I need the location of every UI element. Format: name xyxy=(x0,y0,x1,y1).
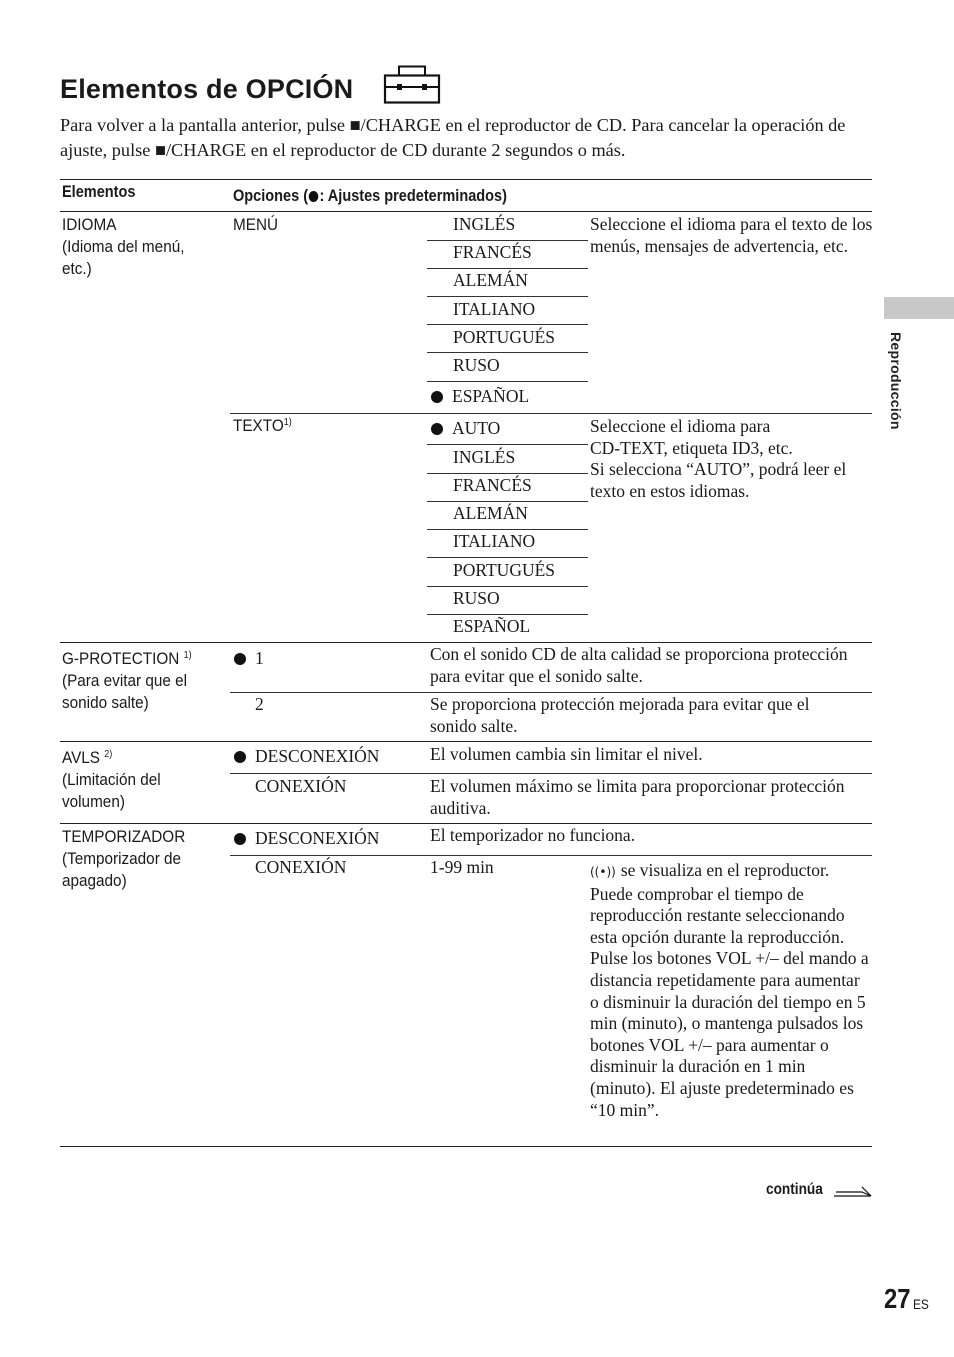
menu-option: RUSO xyxy=(453,355,500,375)
toolbox-icon xyxy=(383,65,441,105)
timer-desc2 xyxy=(590,860,872,1121)
avls-desc1: El volumen cambia sin limitar el nivel. xyxy=(430,744,703,764)
timer-option-default xyxy=(234,828,379,849)
default-dot-icon xyxy=(234,833,246,845)
avls-option-label: DESCONEXIÓN xyxy=(255,746,380,766)
footnote-ref: 1) xyxy=(283,417,292,428)
intro-paragraph: Para volver a la pantalla anterior, pulse ■/CHARGE en el reproductor de CD. Para cancelar la operación de ajuste, pulse ■/CHARGE en el reproductor de CD durante 2 segundos o más. xyxy=(60,115,846,160)
item-avls xyxy=(62,744,161,813)
header-options-post: : Ajustes predeterminados) xyxy=(319,187,507,205)
texto-option: PORTUGUÉS xyxy=(453,560,556,580)
row-divider xyxy=(230,692,872,693)
section-tab-marker xyxy=(884,297,954,319)
row-divider xyxy=(427,352,588,353)
item-gprotection xyxy=(62,645,192,714)
gprot-option: 2 xyxy=(255,694,264,714)
page-language-suffix: ES xyxy=(913,1296,929,1312)
texto-option: RUSO xyxy=(453,588,500,608)
idioma-label: IDIOMA xyxy=(62,215,117,234)
item-idioma xyxy=(62,214,184,280)
default-dot-icon xyxy=(234,653,246,665)
default-dot-icon xyxy=(234,751,246,763)
gprot-sub1: (Para evitar que el xyxy=(62,671,188,690)
avls-option: CONEXIÓN xyxy=(255,776,347,796)
continues-label: continúa xyxy=(766,1181,823,1198)
idioma-sub2: etc.) xyxy=(62,259,92,278)
row-divider xyxy=(60,823,872,824)
timer-range: 1-99 min xyxy=(430,857,494,877)
avls-sub1: (Limitación del xyxy=(62,770,161,789)
default-dot-icon xyxy=(431,423,443,435)
texto-desc-line: CD-TEXT, etiqueta ID3, etc. xyxy=(590,437,793,458)
item-temporizador xyxy=(62,826,185,892)
header-items: Elementos xyxy=(62,183,136,201)
sleep-timer-icon: ((•)) xyxy=(590,865,616,879)
gprot-label-text: G-PROTECTION xyxy=(62,649,180,668)
texto-option: ESPAÑOL xyxy=(453,616,531,636)
texto-option-label: AUTO xyxy=(452,418,501,438)
row-divider xyxy=(230,413,872,414)
menu-option: ALEMÁN xyxy=(453,270,528,290)
avls-label xyxy=(62,744,161,769)
menu-option: FRANCÉS xyxy=(453,242,532,262)
section-tab-label: Reproducción xyxy=(888,332,904,430)
row-divider xyxy=(427,324,588,325)
timer-sub2: apagado) xyxy=(62,871,127,890)
texto-description xyxy=(590,416,875,502)
default-dot-icon xyxy=(309,191,319,202)
row-divider xyxy=(427,557,588,558)
texto-option: ALEMÁN xyxy=(453,503,528,523)
row-divider xyxy=(60,642,872,643)
gprot-desc1: Con el sonido CD de alta calidad se proporciona protección para evitar que el sonido salte. xyxy=(430,644,848,686)
row-divider xyxy=(427,381,588,382)
gprot-option-default xyxy=(234,648,264,669)
menu-option: PORTUGUÉS xyxy=(453,327,556,347)
footnote-ref: 1) xyxy=(183,650,192,661)
page-title: Elementos de OPCIÓN xyxy=(60,74,354,104)
texto-label xyxy=(233,416,292,436)
row-divider xyxy=(427,444,588,445)
gprot-desc2: Se proporciona protección mejorada para evitar que el sonido salte. xyxy=(430,694,810,736)
timer-sub1: (Temporizador de xyxy=(62,849,182,868)
avls-sub2: volumen) xyxy=(62,792,125,811)
avls-option-default xyxy=(234,746,379,767)
row-divider xyxy=(230,773,872,774)
header-options-pre: Opciones ( xyxy=(233,187,309,205)
row-divider xyxy=(427,529,588,530)
timer-option-label: DESCONEXIÓN xyxy=(255,828,380,848)
row-divider xyxy=(427,501,588,502)
gprot-option-label: 1 xyxy=(255,648,264,668)
timer-label: TEMPORIZADOR xyxy=(62,827,186,846)
avls-label-text: AVLS xyxy=(62,748,100,767)
header-bottom-rule xyxy=(60,211,872,212)
menu-option-label: ESPAÑOL xyxy=(452,386,530,406)
menu-description: Seleccione el idioma para el texto de los menús, mensajes de advertencia, etc. xyxy=(590,214,873,256)
timer-option: CONEXIÓN xyxy=(255,857,347,877)
row-divider xyxy=(427,614,588,615)
row-divider xyxy=(60,741,872,742)
continue-arrow-icon xyxy=(834,1186,872,1198)
row-divider xyxy=(427,586,588,587)
avls-desc2: El volumen máximo se limita para proporcionar protección auditiva. xyxy=(430,776,845,818)
row-divider xyxy=(427,473,588,474)
row-divider xyxy=(427,268,588,269)
table-bottom-rule xyxy=(60,1146,872,1147)
texto-option: FRANCÉS xyxy=(453,475,532,495)
menu-option-default xyxy=(431,386,529,407)
gprot-label xyxy=(62,645,192,670)
default-dot-icon xyxy=(431,391,443,403)
page-number: 27 xyxy=(884,1283,911,1314)
table-top-rule xyxy=(60,179,872,180)
texto-label-text: TEXTO xyxy=(233,416,284,435)
menu-option: INGLÉS xyxy=(453,214,516,234)
texto-option-default xyxy=(431,418,500,439)
row-divider xyxy=(230,855,872,856)
row-divider xyxy=(427,296,588,297)
texto-option: INGLÉS xyxy=(453,447,516,467)
footnote-ref: 2) xyxy=(104,749,113,760)
menu-option: ITALIANO xyxy=(453,299,536,319)
texto-desc-line: Seleccione el idioma para xyxy=(590,416,771,436)
texto-desc-line: Si selecciona “AUTO”, podrá leer el texto en estos idiomas. xyxy=(590,459,847,501)
texto-option: ITALIANO xyxy=(453,531,536,551)
menu-label: MENÚ xyxy=(233,215,279,234)
gprot-sub2: sonido salte) xyxy=(62,693,149,712)
timer-desc1: El temporizador no funciona. xyxy=(430,825,636,845)
idioma-sub1: (Idioma del menú, xyxy=(62,237,185,256)
header-options xyxy=(233,187,507,206)
row-divider xyxy=(427,240,588,241)
timer-desc2-text: se visualiza en el reproductor. Puede comprobar el tiempo de reproducción restante seleccionando esta opción durante la reproducción. Pulse los botones VOL +/– del mando a distancia repetidamente para aumentar o disminuir la duración del tiempo en 5 min (minuto), o mantenga pulsados los botones VOL +/– para aumentar o disminuir la duración en 1 min (minuto). El ajuste predeterminado es “10 min”. xyxy=(590,860,869,1120)
